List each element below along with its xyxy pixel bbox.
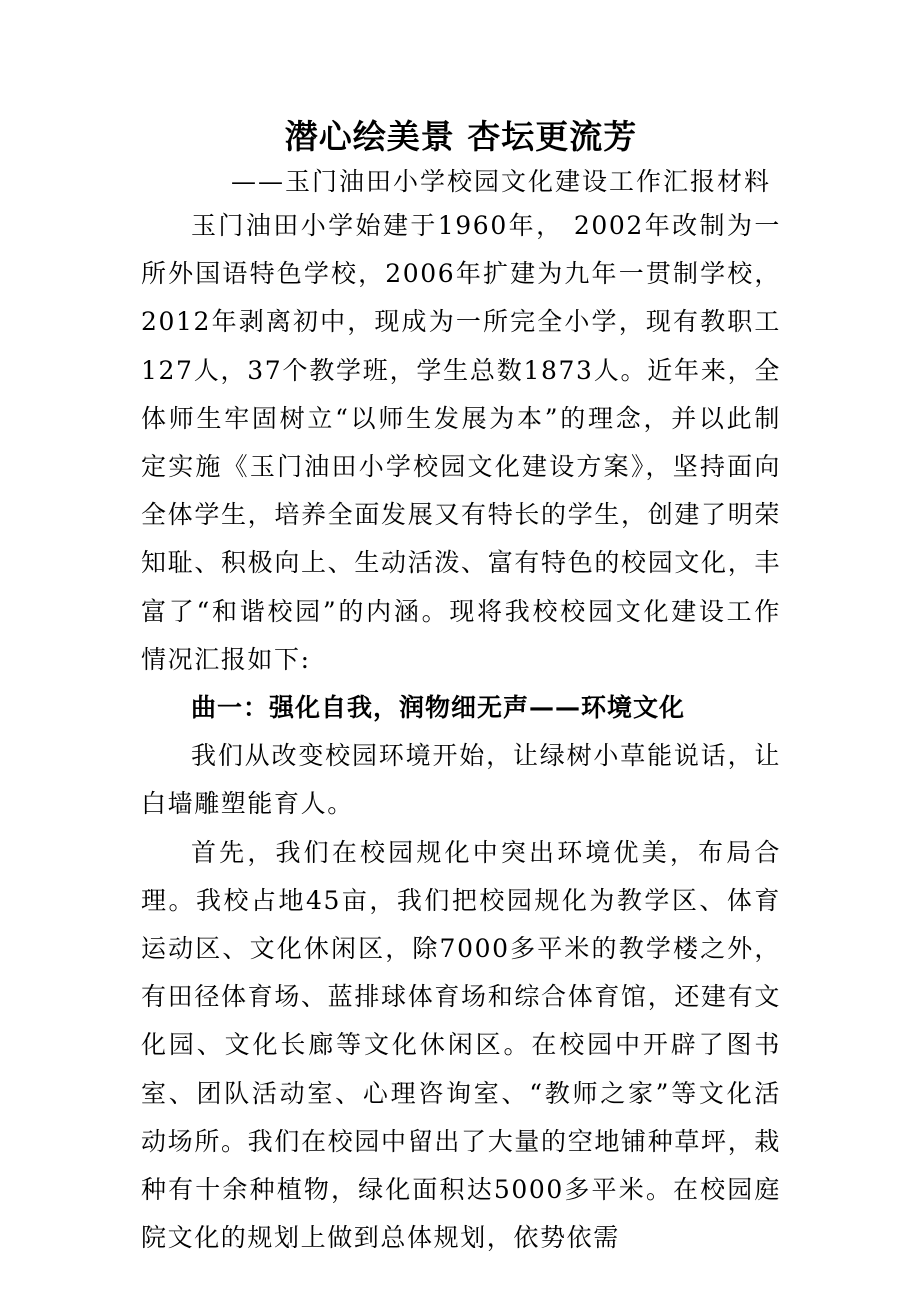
section-paragraph-2: 首先，我们在校园规化中突出环境优美，布局合理。我校占地45亩，我们把校园规化为教学区、体育运动区、文化休闲区，除7000多平米的教学楼之外，有田径体育场、蓝排球体育场和综合体育馆，还建有文化园、文化长廊等文化休闲区。在校园中开辟了图书室、团队活动室、心理咨询室、“教师之家”等文化活动场所。我们在校园中留出了大量的空地铺种草坪，栽种有十余种植物，绿化面积达5000多平米。在校园庭院文化的规划上做到总体规划，依势依需 bbox=[141, 837, 781, 1253]
document-body bbox=[141, 112, 781, 1262]
intro-paragraph: 玉门油田小学始建于1960年， 2002年改制为一所外国语特色学校，2006年扩建为九年一贯制学校，2012年剥离初中，现成为一所完全小学，现有教职工127人，37个教学班，学生总数1873人。近年来，全体师生牢固树立“以师生发展为本”的理念，并以此制定实施《玉门油田小学校园文化建设方案》，坚持面向全体学生，培养全面发展又有特长的学生，创建了明荣知耻、积极向上、生动活泼、富有特色的校园文化，丰富了“和谐校园”的内涵。现将我校校园文化建设工作情况汇报如下: bbox=[141, 211, 781, 674]
document-subtitle: ——玉门油田小学校园文化建设工作汇报材料 bbox=[231, 167, 772, 196]
document-title: 潜心绘美景 杏坛更流芳 bbox=[284, 117, 638, 156]
section-heading: 曲一：强化自我，润物细无声——环境文化 bbox=[191, 693, 686, 723]
section-paragraph-1: 我们从改变校园环境开始，让绿树小草能说话，让白墙雕塑能育人。 bbox=[141, 741, 781, 819]
